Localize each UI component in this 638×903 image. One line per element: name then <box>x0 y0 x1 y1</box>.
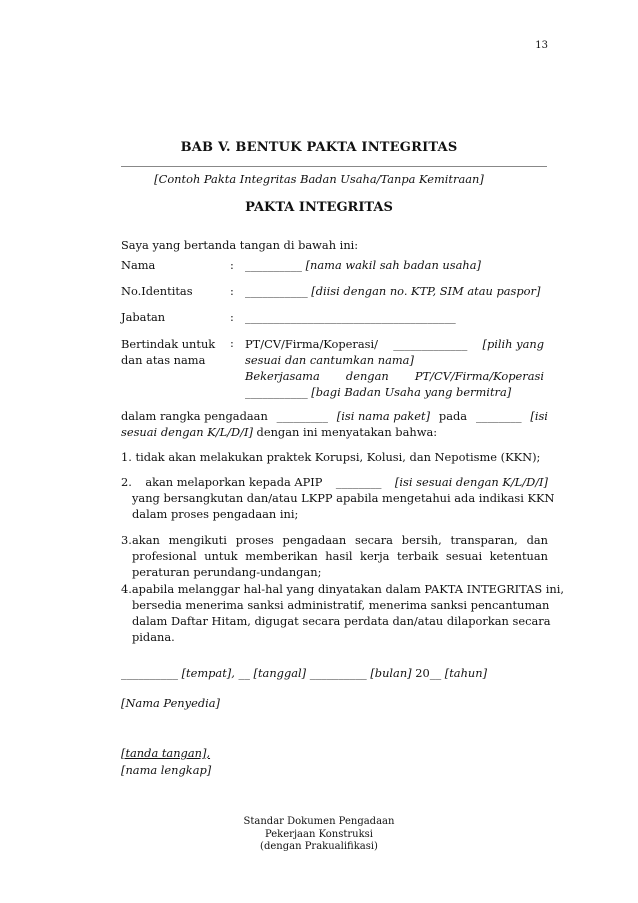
statement-part1: dalam rangka pengadaan <box>121 409 268 423</box>
nama-colon: : <box>230 258 234 272</box>
bertindak-label-line1: Bertindak untuk <box>121 337 216 351</box>
footer-line-1: Standar Dokumen Pengadaan <box>243 816 395 827</box>
list-item-2-line3: dalam proses pengadaan ini; <box>132 507 299 521</box>
list-item-3-number: 3. <box>121 533 132 547</box>
bertindak-line1 <box>245 336 544 352</box>
list-item-2-blank: ________ <box>335 475 382 489</box>
date-year-prefix: 20__ <box>415 666 442 680</box>
list-item-4-text-1: apabila melanggar hal-hal yang dinyatakan dalam PAKTA INTEGRITAS ini, <box>131 582 565 596</box>
list-item-4-text-3: dalam Daftar Hitam, digugat secara perdata dan/atau dilaporkan secara <box>132 614 551 628</box>
list-item-1 <box>121 449 548 465</box>
statement-part3: dengan ini menyatakan bahwa: <box>256 425 438 439</box>
statement-hint2a: [isi <box>530 409 548 423</box>
statement-line1 <box>121 408 548 424</box>
list-item-4 <box>121 581 565 645</box>
chapter-title: BAB V. BENTUK PAKTA INTEGRITAS <box>180 140 458 155</box>
jabatan-blank: _____________________________________ <box>245 310 456 324</box>
statement-paragraph <box>121 408 548 440</box>
bertindak-entity-types: PT/CV/Firma/Koperasi/ <box>245 337 378 351</box>
bertindak-colon: : <box>230 336 234 350</box>
identitas-blank: ___________ <box>245 284 308 298</box>
list-item-3 <box>121 532 548 580</box>
bertindak-hint: [pilih yang <box>482 337 544 351</box>
bertindak-with: dengan <box>345 369 389 383</box>
list-item-1-text: tidak akan melakukan praktek Korupsi, Kolusi, dan Nepotisme (KKN); <box>135 450 541 464</box>
identitas-colon: : <box>230 284 234 298</box>
date-year: [tahun] <box>444 666 488 680</box>
subtitle: [Contoh Pakta Integritas Badan Usaha/Tanpa Kemitraan] <box>154 172 484 186</box>
identitas-label: No.Identitas <box>121 284 193 298</box>
list-item-1-number: 1. <box>121 450 132 464</box>
list-item-2-hint: [isi sesuai dengan K/L/D/I] <box>394 475 548 489</box>
jabatan-colon: : <box>230 310 234 324</box>
statement-blank1: _________ <box>276 409 328 423</box>
statement-line2 <box>121 424 548 440</box>
list-item-2-text-a: akan melaporkan kepada APIP <box>145 475 323 489</box>
statement-part2: pada <box>438 409 468 423</box>
list-item-3-line1 <box>121 532 548 548</box>
list-item-3-text-1: akan mengikuti proses pengadaan secara bersih, transparan, dan <box>132 533 548 547</box>
date-blank-3: __________ <box>309 666 367 680</box>
divider-line <box>121 166 547 167</box>
date-line <box>121 666 487 680</box>
bertindak-partner-blank: ___________ <box>245 385 308 399</box>
date-month: [bulan] <box>370 666 412 680</box>
list-item-3-text-2: profesional untuk memberikan hasil kerja terbaik sesuai ketentuan <box>132 549 548 563</box>
identitas-hint: [diisi dengan no. KTP, SIM atau paspor] <box>311 284 541 298</box>
signature-placeholder: [tanda tangan], <box>121 746 211 760</box>
list-item-3-text-3: peraturan perundang-undangan; <box>132 565 322 579</box>
page-number: 13 <box>535 40 548 51</box>
statement-hint1: [isi nama paket] <box>336 409 431 423</box>
nama-blank: __________ <box>245 258 302 272</box>
full-name-placeholder: [nama lengkap] <box>121 763 212 777</box>
date-blank-2: __ <box>238 666 250 680</box>
statement-hint2b: sesuai dengan K/L/D/I] <box>121 425 253 439</box>
statement-blank2: ________ <box>475 409 522 423</box>
bertindak-line2: sesuai dan cantumkan nama] <box>245 353 414 367</box>
footer <box>0 816 638 854</box>
bertindak-line4 <box>245 384 544 400</box>
footer-line-3: (dengan Prakualifikasi) <box>260 841 378 852</box>
list-item-4-number: 4. <box>121 582 132 596</box>
footer-line-2: Pekerjaan Konstruksi <box>264 828 374 840</box>
identitas-value <box>245 284 540 298</box>
bertindak-cooperation: Bekerjasama <box>245 369 320 383</box>
bertindak-partner-types: PT/CV/Firma/Koperasi <box>414 369 544 383</box>
date-day: [tanggal] <box>253 666 307 680</box>
bertindak-label <box>121 336 215 368</box>
nama-hint: [nama wakil sah badan usaha] <box>305 258 481 272</box>
list-item-4-line1 <box>121 581 565 597</box>
list-item-2-line1 <box>121 474 548 490</box>
bertindak-value <box>245 336 544 400</box>
nama-value <box>245 258 481 272</box>
intro-text: Saya yang bertanda tangan di bawah ini: <box>121 238 359 252</box>
date-place: [tempat], <box>181 666 235 680</box>
date-blank-1: __________ <box>121 666 178 680</box>
bertindak-label-line2: dan atas nama <box>121 353 206 367</box>
bertindak-blank: _____________ <box>393 337 468 351</box>
list-item-4-text-4: pidana. <box>132 630 175 644</box>
provider-name: [Nama Penyedia] <box>121 696 220 710</box>
jabatan-label: Jabatan <box>121 310 166 324</box>
document-title: PAKTA INTEGRITAS <box>245 200 393 215</box>
list-item-4-text-2: bersedia menerima sanksi administratif, menerima sanksi pencantuman <box>132 598 550 612</box>
bertindak-partner-hint: [bagi Badan Usaha yang bermitra] <box>311 385 512 399</box>
bertindak-line3 <box>245 368 544 384</box>
list-item-2-line2: yang bersangkutan dan/atau LKPP apabila mengetahui ada indikasi KKN <box>132 491 555 505</box>
list-item-2-number: 2. <box>121 475 132 489</box>
nama-label: Nama <box>121 258 156 272</box>
list-item-2 <box>121 474 555 522</box>
